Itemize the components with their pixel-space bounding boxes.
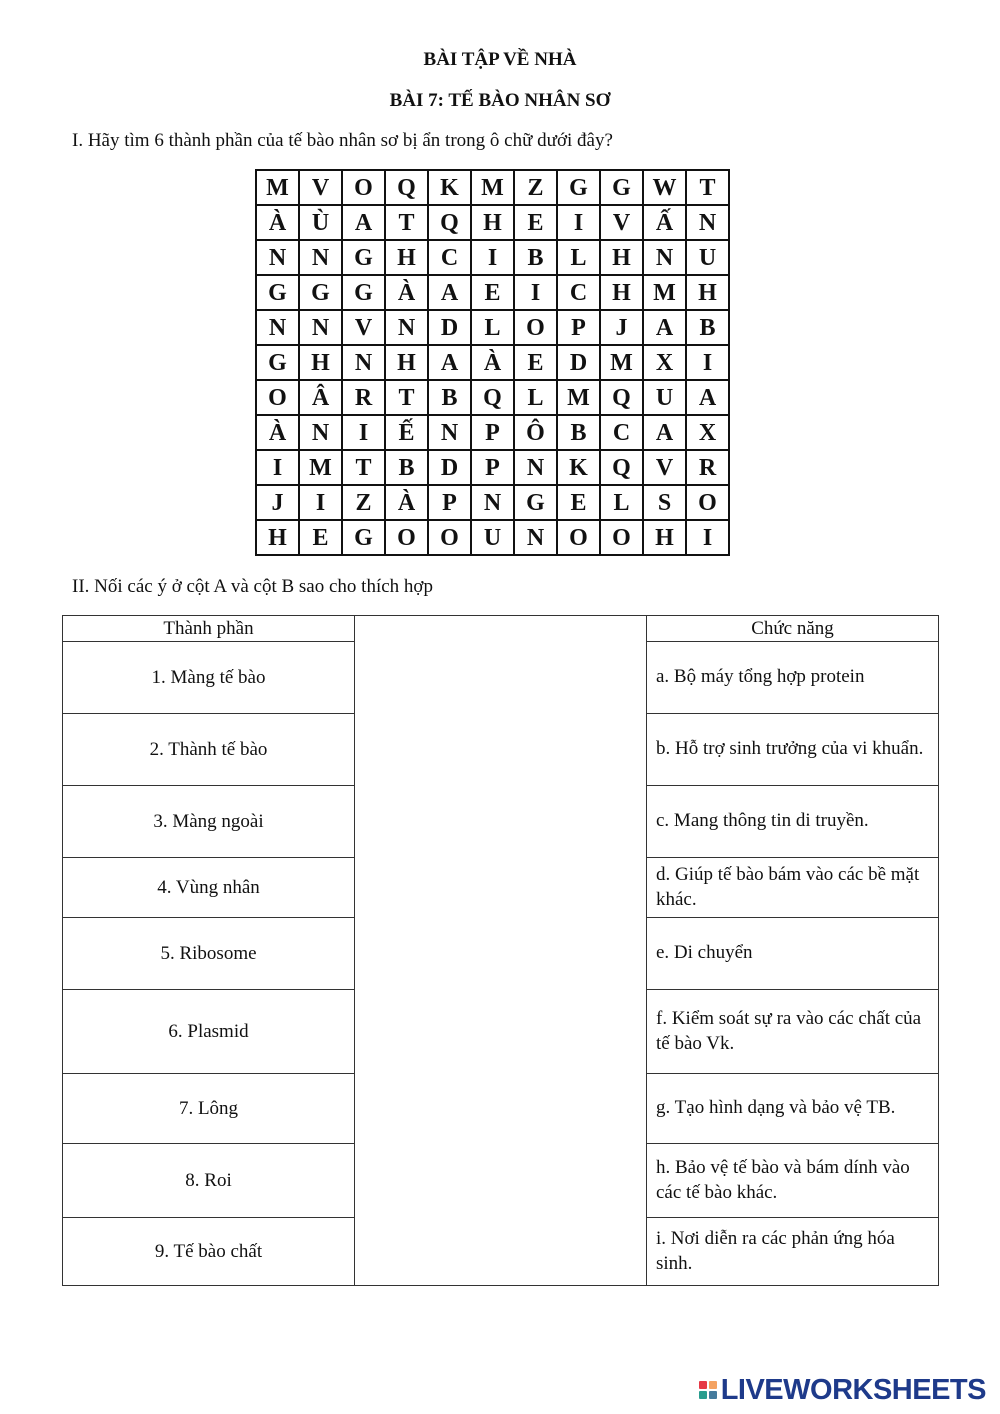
grid-row bbox=[256, 520, 729, 555]
grid-cell[interactable]: C bbox=[428, 240, 471, 275]
grid-cell[interactable]: H bbox=[385, 240, 428, 275]
grid-cell[interactable]: P bbox=[471, 415, 514, 450]
grid-cell[interactable]: Q bbox=[471, 380, 514, 415]
lesson-title: BÀI 7: TẾ BÀO NHÂN SƠ bbox=[389, 90, 611, 111]
brand-name: LIVEWORKSHEETS bbox=[720, 1373, 986, 1406]
grid-cell[interactable]: K bbox=[428, 170, 471, 205]
grid-cell[interactable]: V bbox=[299, 170, 342, 205]
grid-cell[interactable]: L bbox=[600, 485, 643, 520]
grid-cell[interactable]: O bbox=[256, 380, 299, 415]
grid-row bbox=[256, 310, 729, 345]
grid-cell[interactable]: U bbox=[643, 380, 686, 415]
function-item[interactable]: b. Hỗ trợ sinh trưởng của vi khuẩn. bbox=[647, 714, 939, 786]
grid-cell[interactable]: À bbox=[385, 485, 428, 520]
grid-cell[interactable]: T bbox=[686, 170, 729, 205]
component-item[interactable]: 5. Ribosome bbox=[63, 918, 355, 990]
function-item[interactable]: i. Nơi diễn ra các phản ứng hóa sinh. bbox=[647, 1218, 939, 1286]
grid-cell[interactable]: Ô bbox=[514, 415, 557, 450]
grid-row bbox=[256, 240, 729, 275]
grid-cell[interactable]: X bbox=[686, 415, 729, 450]
grid-cell[interactable]: T bbox=[385, 205, 428, 240]
grid-cell[interactable]: I bbox=[256, 450, 299, 485]
grid-cell[interactable]: V bbox=[342, 310, 385, 345]
component-item[interactable]: 9. Tế bào chất bbox=[63, 1218, 355, 1286]
grid-cell[interactable]: N bbox=[256, 240, 299, 275]
grid-cell[interactable]: I bbox=[686, 345, 729, 380]
grid-cell[interactable]: P bbox=[428, 485, 471, 520]
grid-cell[interactable]: E bbox=[299, 520, 342, 555]
grid-cell[interactable]: T bbox=[342, 450, 385, 485]
column-a-header: Thành phần bbox=[63, 616, 355, 642]
grid-cell[interactable]: L bbox=[471, 310, 514, 345]
grid-cell[interactable]: Z bbox=[514, 170, 557, 205]
grid-cell[interactable]: G bbox=[557, 170, 600, 205]
grid-cell[interactable]: V bbox=[643, 450, 686, 485]
grid-cell[interactable]: B bbox=[557, 415, 600, 450]
grid-cell[interactable]: G bbox=[342, 240, 385, 275]
grid-cell[interactable]: Ấ bbox=[643, 205, 686, 240]
grid-cell[interactable]: O bbox=[342, 170, 385, 205]
grid-cell[interactable]: À bbox=[385, 275, 428, 310]
component-item[interactable]: 7. Lông bbox=[63, 1074, 355, 1144]
grid-cell[interactable]: L bbox=[557, 240, 600, 275]
grid-cell[interactable]: M bbox=[600, 345, 643, 380]
grid-cell[interactable]: À bbox=[256, 415, 299, 450]
grid-cell[interactable]: N bbox=[299, 310, 342, 345]
function-item[interactable]: g. Tạo hình dạng và bảo vệ TB. bbox=[647, 1074, 939, 1144]
grid-cell[interactable]: Ế bbox=[385, 415, 428, 450]
grid-cell[interactable]: I bbox=[686, 520, 729, 555]
liveworksheets-logo-icon bbox=[699, 1381, 717, 1399]
grid-row bbox=[256, 345, 729, 380]
grid-cell[interactable]: N bbox=[299, 240, 342, 275]
grid-cell[interactable]: I bbox=[557, 205, 600, 240]
grid-cell[interactable]: Ù bbox=[299, 205, 342, 240]
grid-cell[interactable]: R bbox=[686, 450, 729, 485]
grid-cell[interactable]: H bbox=[600, 275, 643, 310]
grid-cell[interactable]: R bbox=[342, 380, 385, 415]
grid-cell[interactable]: C bbox=[557, 275, 600, 310]
grid-cell[interactable]: N bbox=[256, 310, 299, 345]
grid-cell[interactable]: À bbox=[471, 345, 514, 380]
function-item[interactable]: e. Di chuyển bbox=[647, 918, 939, 990]
grid-cell[interactable]: P bbox=[471, 450, 514, 485]
grid-cell[interactable]: M bbox=[643, 275, 686, 310]
grid-row bbox=[256, 415, 729, 450]
logo-square bbox=[699, 1381, 707, 1389]
grid-cell[interactable]: C bbox=[600, 415, 643, 450]
grid-cell[interactable]: D bbox=[428, 310, 471, 345]
grid-cell[interactable]: N bbox=[342, 345, 385, 380]
grid-cell[interactable]: B bbox=[428, 380, 471, 415]
function-item[interactable]: h. Bảo vệ tế bào và bám dính vào các tế bào khác. bbox=[647, 1144, 939, 1218]
grid-cell[interactable]: B bbox=[686, 310, 729, 345]
grid-cell[interactable]: H bbox=[600, 240, 643, 275]
grid-cell[interactable]: M bbox=[299, 450, 342, 485]
grid-cell[interactable]: M bbox=[256, 170, 299, 205]
grid-cell[interactable]: G bbox=[256, 345, 299, 380]
grid-cell[interactable]: G bbox=[256, 275, 299, 310]
grid-cell[interactable]: O bbox=[600, 520, 643, 555]
word-search-grid bbox=[255, 169, 730, 556]
grid-cell[interactable]: E bbox=[557, 485, 600, 520]
part2-instruction: II. Nối các ý ở cột A và cột B sao cho thích hợp bbox=[72, 576, 433, 597]
grid-cell[interactable]: G bbox=[299, 275, 342, 310]
grid-row bbox=[256, 450, 729, 485]
grid-cell[interactable]: H bbox=[471, 205, 514, 240]
grid-cell[interactable]: Q bbox=[385, 170, 428, 205]
grid-row bbox=[256, 275, 729, 310]
grid-cell[interactable]: Q bbox=[428, 205, 471, 240]
grid-cell[interactable]: H bbox=[686, 275, 729, 310]
grid-cell[interactable]: L bbox=[514, 380, 557, 415]
grid-cell[interactable]: T bbox=[385, 380, 428, 415]
grid-cell[interactable]: U bbox=[471, 520, 514, 555]
grid-cell[interactable]: H bbox=[385, 345, 428, 380]
grid-cell[interactable]: K bbox=[557, 450, 600, 485]
logo-square bbox=[709, 1391, 717, 1399]
grid-cell[interactable]: À bbox=[256, 205, 299, 240]
grid-cell[interactable]: J bbox=[600, 310, 643, 345]
grid-cell[interactable]: H bbox=[643, 520, 686, 555]
grid-cell[interactable]: Z bbox=[342, 485, 385, 520]
grid-cell[interactable]: W bbox=[643, 170, 686, 205]
function-item[interactable]: a. Bộ máy tổng hợp protein bbox=[647, 642, 939, 714]
grid-cell[interactable]: I bbox=[299, 485, 342, 520]
component-item[interactable]: 6. Plasmid bbox=[63, 990, 355, 1074]
grid-cell[interactable]: N bbox=[686, 205, 729, 240]
grid-cell[interactable]: B bbox=[514, 240, 557, 275]
grid-cell[interactable]: O bbox=[686, 485, 729, 520]
function-item[interactable]: f. Kiểm soát sự ra vào các chất của tế bào Vk. bbox=[647, 990, 939, 1074]
grid-cell[interactable]: J bbox=[256, 485, 299, 520]
grid-cell[interactable]: V bbox=[600, 205, 643, 240]
grid-cell[interactable]: Â bbox=[299, 380, 342, 415]
grid-cell[interactable]: I bbox=[471, 240, 514, 275]
grid-cell[interactable]: Q bbox=[600, 380, 643, 415]
grid-cell[interactable]: E bbox=[471, 275, 514, 310]
function-item[interactable]: d. Giúp tế bào bám vào các bề mặt khác. bbox=[647, 858, 939, 918]
grid-cell[interactable]: N bbox=[428, 415, 471, 450]
grid-cell[interactable]: X bbox=[643, 345, 686, 380]
logo-square bbox=[709, 1381, 717, 1389]
grid-cell[interactable]: I bbox=[342, 415, 385, 450]
grid-cell[interactable]: P bbox=[557, 310, 600, 345]
grid-cell[interactable]: I bbox=[514, 275, 557, 310]
grid-cell[interactable]: E bbox=[514, 345, 557, 380]
grid-cell[interactable]: H bbox=[299, 345, 342, 380]
page-title: BÀI TẬP VỀ NHÀ bbox=[423, 49, 577, 70]
grid-cell[interactable]: Q bbox=[600, 450, 643, 485]
grid-cell[interactable]: D bbox=[428, 450, 471, 485]
liveworksheets-logo bbox=[699, 1372, 986, 1408]
component-item[interactable]: 1. Màng tế bào bbox=[63, 642, 355, 714]
grid-cell[interactable]: O bbox=[514, 310, 557, 345]
grid-row bbox=[256, 205, 729, 240]
component-item[interactable]: 3. Màng ngoài bbox=[63, 786, 355, 858]
component-item[interactable]: 2. Thành tế bào bbox=[63, 714, 355, 786]
grid-cell[interactable]: G bbox=[342, 275, 385, 310]
grid-cell[interactable]: N bbox=[385, 310, 428, 345]
grid-cell[interactable]: O bbox=[557, 520, 600, 555]
grid-cell[interactable]: M bbox=[557, 380, 600, 415]
grid-cell[interactable]: D bbox=[557, 345, 600, 380]
grid-cell[interactable]: G bbox=[600, 170, 643, 205]
logo-square bbox=[699, 1391, 707, 1399]
grid-cell[interactable]: G bbox=[342, 520, 385, 555]
grid-cell[interactable]: N bbox=[514, 450, 557, 485]
grid-cell[interactable]: O bbox=[428, 520, 471, 555]
matching-table bbox=[62, 615, 939, 1286]
component-item[interactable]: 4. Vùng nhân bbox=[63, 858, 355, 918]
grid-row bbox=[256, 380, 729, 415]
answer-area[interactable] bbox=[355, 616, 647, 1286]
grid-row bbox=[256, 170, 729, 205]
grid-cell[interactable]: B bbox=[385, 450, 428, 485]
grid-cell[interactable]: A bbox=[686, 380, 729, 415]
grid-cell[interactable]: A bbox=[428, 275, 471, 310]
grid-cell[interactable]: N bbox=[471, 485, 514, 520]
grid-cell[interactable]: O bbox=[385, 520, 428, 555]
function-item[interactable]: c. Mang thông tin di truyền. bbox=[647, 786, 939, 858]
grid-cell[interactable]: A bbox=[643, 310, 686, 345]
component-item[interactable]: 8. Roi bbox=[63, 1144, 355, 1218]
grid-cell[interactable]: A bbox=[428, 345, 471, 380]
column-b-header: Chức năng bbox=[647, 616, 939, 642]
grid-cell[interactable]: N bbox=[643, 240, 686, 275]
grid-cell[interactable]: U bbox=[686, 240, 729, 275]
part1-instruction: I. Hãy tìm 6 thành phần của tế bào nhân sơ bị ẩn trong ô chữ dưới đây? bbox=[72, 130, 613, 151]
grid-cell[interactable]: G bbox=[514, 485, 557, 520]
grid-cell[interactable]: H bbox=[256, 520, 299, 555]
grid-cell[interactable]: N bbox=[514, 520, 557, 555]
grid-cell[interactable]: N bbox=[299, 415, 342, 450]
grid-cell[interactable]: A bbox=[342, 205, 385, 240]
grid-cell[interactable]: E bbox=[514, 205, 557, 240]
grid-cell[interactable]: A bbox=[643, 415, 686, 450]
grid-cell[interactable]: S bbox=[643, 485, 686, 520]
grid-row bbox=[256, 485, 729, 520]
grid-cell[interactable]: M bbox=[471, 170, 514, 205]
